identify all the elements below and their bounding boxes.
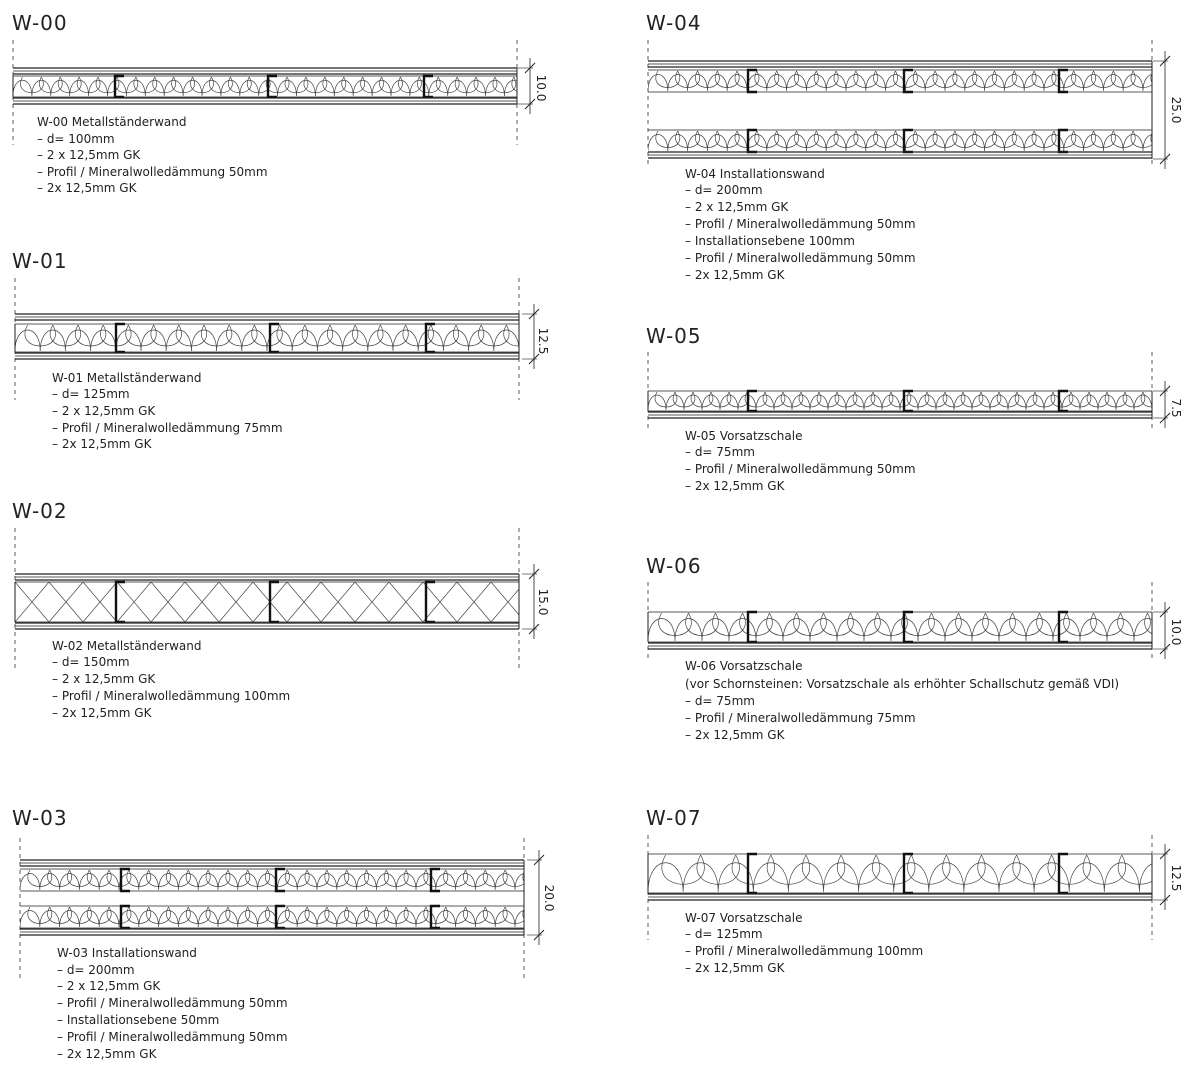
wall-section-w05 (648, 352, 1170, 430)
description-line: – 2x 12,5mm GK (685, 268, 785, 282)
description-line: – d= 75mm (685, 445, 755, 459)
description-w00 (37, 115, 268, 195)
description-line: – 2x 12,5mm GK (685, 728, 785, 742)
metal-stud-profile (904, 612, 913, 642)
metal-stud-profile (426, 324, 435, 352)
dimension-label-w00: 10.0 (534, 74, 548, 102)
wall-title-w03: W-03 (12, 806, 68, 830)
description-w01 (52, 371, 283, 451)
insulation-pattern (20, 870, 547, 890)
dimension-label-w02: 15.0 (536, 588, 550, 616)
description-line: – 2x 12,5mm GK (685, 961, 785, 975)
description-line: – d= 125mm (52, 387, 130, 401)
description-line: – d= 75mm (685, 694, 755, 708)
insulation-pattern (648, 855, 1196, 892)
metal-stud-profile (426, 582, 435, 622)
metal-stud-profile (270, 582, 279, 622)
insulation-pattern (20, 907, 547, 927)
description-w06 (685, 659, 1119, 742)
description-line: – Installationsebene 100mm (685, 234, 855, 248)
description-line: – Profil / Mineralwolledämmung 100mm (685, 944, 924, 958)
description-line: (vor Schornsteinen: Vorsatzschale als erhöhter Schallschutz gemäß VDI) (685, 677, 1120, 691)
description-line: W-01 Metallständerwand (52, 371, 202, 385)
description-line: – Profil / Mineralwolledämmung 50mm (57, 996, 288, 1010)
description-line: W-06 Vorsatzschale (685, 659, 803, 673)
description-w03 (57, 946, 288, 1061)
description-line: – 2 x 12,5mm GK (685, 200, 789, 214)
description-line: – d= 125mm (685, 927, 763, 941)
description-line: – Profil / Mineralwolledämmung 75mm (52, 421, 283, 435)
description-line: – 2x 12,5mm GK (57, 1047, 157, 1061)
description-line: W-02 Metallständerwand (52, 639, 202, 653)
dimension-label-w01: 12.5 (536, 327, 550, 355)
dimension-label-w03: 20.0 (542, 884, 556, 912)
description-line: W-07 Vorsatzschale (685, 911, 803, 925)
metal-stud-profile (121, 906, 130, 928)
description-line: – Profil / Mineralwolledämmung 50mm (685, 462, 916, 476)
description-line: – Profil / Mineralwolledämmung 75mm (685, 711, 916, 725)
description-line: – d= 200mm (685, 183, 763, 197)
wall-title-w06: W-06 (646, 554, 702, 578)
description-line: – Profil / Mineralwolledämmung 100mm (52, 689, 291, 703)
description-line: – Profil / Mineralwolledämmung 50mm (685, 217, 916, 231)
description-w05 (685, 429, 916, 493)
wall-title-w04: W-04 (646, 11, 702, 35)
description-line: – d= 150mm (52, 655, 130, 669)
description-line: – Profil / Mineralwolledämmung 50mm (685, 251, 916, 265)
description-line: – 2x 12,5mm GK (685, 479, 785, 493)
description-line: – Profil / Mineralwolledämmung 50mm (37, 165, 268, 179)
description-line: – 2x 12,5mm GK (37, 181, 137, 195)
insulation-pattern (648, 392, 1163, 410)
description-w07 (685, 911, 923, 975)
wall-title-w02: W-02 (12, 499, 68, 523)
dimension-label-w06: 10.0 (1169, 618, 1183, 646)
metal-stud-profile (116, 324, 125, 352)
insulation-pattern (648, 613, 1177, 641)
metal-stud-profile (1059, 854, 1068, 893)
wall-section-w06 (648, 582, 1177, 660)
description-line: – d= 200mm (57, 963, 135, 977)
description-line: W-00 Metallständerwand (37, 115, 187, 129)
wall-title-w00: W-00 (12, 11, 68, 35)
description-line: – 2 x 12,5mm GK (52, 672, 156, 686)
description-line: – 2x 12,5mm GK (52, 706, 152, 720)
wall-section-w00 (13, 40, 535, 145)
metal-stud-profile (904, 391, 913, 411)
description-line: – 2 x 12,5mm GK (37, 148, 141, 162)
insulation-pattern (648, 71, 1175, 91)
description-w02 (52, 639, 290, 720)
description-line: W-05 Vorsatzschale (685, 429, 803, 443)
metal-stud-profile (115, 76, 124, 97)
wall-title-w01: W-01 (12, 249, 68, 273)
metal-stud-profile (121, 869, 130, 891)
metal-stud-profile (748, 854, 757, 893)
description-line: – d= 100mm (37, 132, 115, 146)
insulation-pattern (648, 131, 1175, 151)
description-line: – 2 x 12,5mm GK (57, 979, 161, 993)
description-line: W-03 Installationswand (57, 946, 197, 960)
description-line: W-04 Installationswand (685, 167, 825, 181)
insulation-pattern (15, 325, 534, 351)
description-line: – 2x 12,5mm GK (52, 437, 152, 451)
metal-stud-profile (1059, 612, 1068, 642)
insulation-pattern (13, 77, 535, 96)
description-line: – Profil / Mineralwolledämmung 50mm (57, 1030, 288, 1044)
description-line: – 2 x 12,5mm GK (52, 404, 156, 418)
dimension-label-w04: 25.0 (1169, 96, 1183, 124)
wall-title-w07: W-07 (646, 806, 702, 830)
metal-stud-profile (116, 582, 125, 622)
description-w04 (685, 167, 916, 282)
dimension-label-w07: 12.5 (1169, 864, 1183, 892)
description-line: – Installationsebene 50mm (57, 1013, 220, 1027)
dimension-label-w05: 7.5 (1169, 398, 1183, 418)
wall-section-w04 (648, 40, 1175, 169)
wall-title-w05: W-05 (646, 324, 702, 348)
